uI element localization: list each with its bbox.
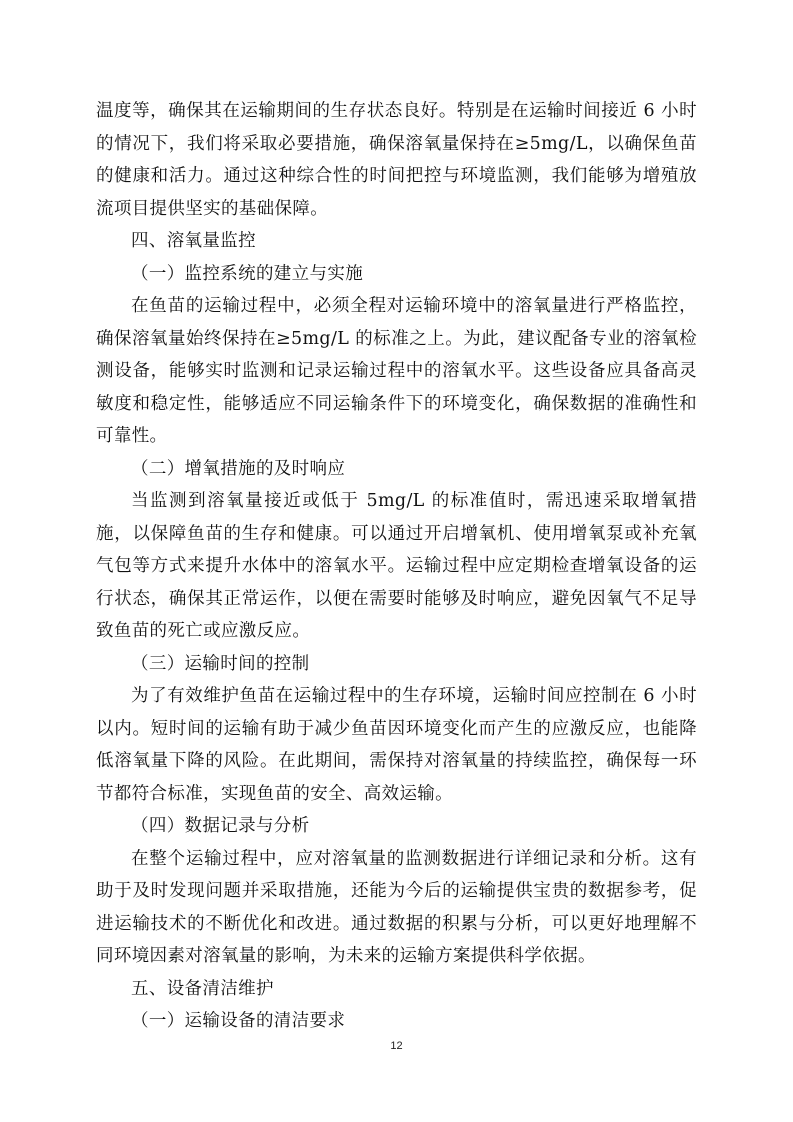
section-heading-equipment-cleaning: 五、设备清洁维护 bbox=[131, 978, 274, 999]
page-number: 12 bbox=[390, 1040, 403, 1052]
subsection-heading-data-records: （四）数据记录与分析 bbox=[131, 816, 310, 836]
subsection-heading-transport-time: （三）运输时间的控制 bbox=[131, 653, 310, 674]
paragraph-transport-time: 为了有效维护鱼苗在运输过程中的生存环境，运输时间应控制在 6 小时以内。短时间的运输有助于减少鱼苗因环境变化而产生的应激反应，也能降低溶氧量下降的风险。在此期间，需保持对溶氧量的持续监控，确保每一环节都符合标准，实现鱼苗的安全、高效运输。 bbox=[96, 686, 697, 804]
subsection-heading-monitoring-system: （一）监控系统的建立与实施 bbox=[131, 263, 364, 284]
paragraph-oxygenation: 当监测到溶氧量接近或低于 5mg/L 的标准值时，需迅速采取增氧措施，以保障鱼苗的生存和健康。可以通过开启增氧机、使用增氧泵或补充氧气包等方式来提升水体中的溶氧水平。运输过程中应定期检查增氧设备的运行状态，确保其正常运作，以便在需要时能够及时响应，避免因氧气不足导致鱼苗的死亡或应激反应。 bbox=[96, 491, 697, 641]
subsection-heading-cleaning-requirements: （一）运输设备的清洁要求 bbox=[131, 1011, 346, 1031]
paragraph-continued: 温度等，确保其在运输期间的生存状态良好。特别是在运输时间接近 6 小时的情况下，我们将采取必要措施，确保溶氧量保持在≥5mg/L，以确保鱼苗的健康和活力。通过这种综合性的时间把控与环境监测，我们能够为增殖放流项目提供坚实的基础保障。 bbox=[96, 101, 697, 219]
document-body bbox=[96, 95, 697, 1038]
subsection-heading-oxygenation: （二）增氧措施的及时响应 bbox=[131, 458, 346, 479]
section-heading-dissolved-oxygen: 四、溶氧量监控 bbox=[131, 231, 256, 251]
paragraph-data-records: 在整个运输过程中，应对溶氧量的监测数据进行详细记录和分析。这有助于及时发现问题并采取措施，还能为今后的运输提供宝贵的数据参考，促进运输技术的不断优化和改进。通过数据的积累与分析，可以更好地理解不同环境因素对溶氧量的影响，为未来的运输方案提供科学依据。 bbox=[96, 848, 697, 966]
paragraph-monitoring-system: 在鱼苗的运输过程中，必须全程对运输环境中的溶氧量进行严格监控，确保溶氧量始终保持在≥5mg/L 的标准之上。为此，建议配备专业的溶氧检测设备，能够实时监测和记录运输过程中的溶氧水平。这些设备应具备高灵敏度和稳定性，能够适应不同运输条件下的环境变化，确保数据的准确性和可靠性。 bbox=[96, 296, 697, 446]
